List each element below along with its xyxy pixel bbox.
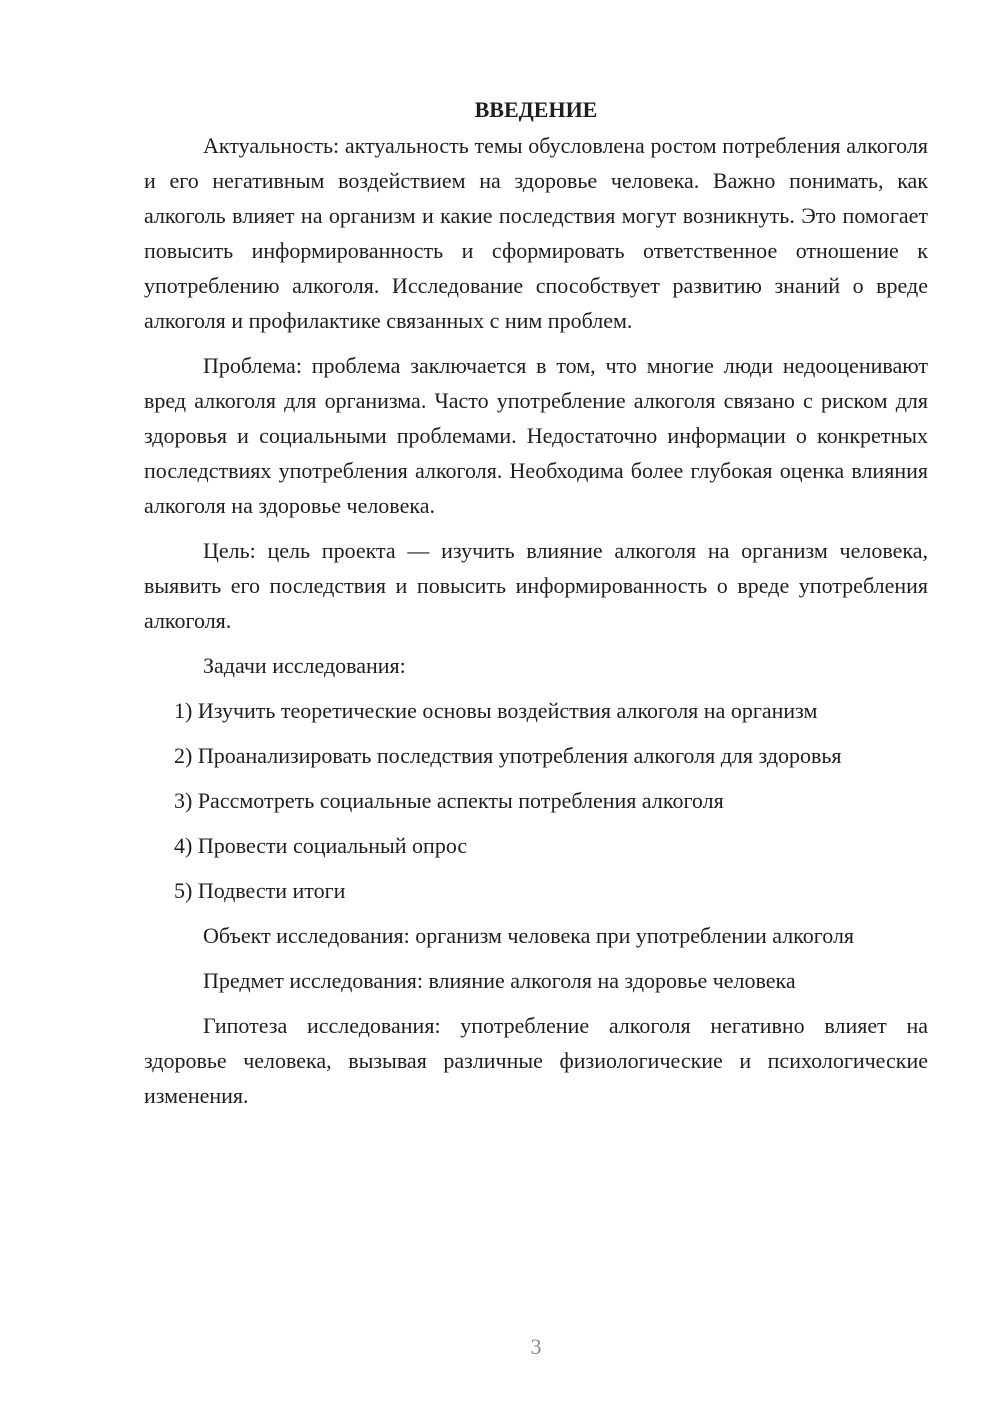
- task-item-3: 3) Рассмотреть социальные аспекты потребления алкоголя: [174, 788, 724, 813]
- task-item-4: 4) Провести социальный опрос: [174, 833, 468, 858]
- problem-paragraph: Проблема: проблема заключается в том, что многие люди недооценивают вред алкоголя для организма. Часто употребление алкоголя связано с риском для здоровья и социальными проблемами. Недостаточно информации о конкретных последствиях употребления алкоголя. Необходима более глубокая оценка влияния алкоголя на здоровье человека.: [144, 353, 928, 518]
- task-item-1: 1) Изучить теоретические основы воздействия алкоголя на организм: [174, 698, 818, 723]
- page-number: 3: [530, 1334, 542, 1359]
- relevance-paragraph: Актуальность: актуальность темы обусловлена ростом потребления алкоголя и его негативным воздействием на здоровье человека. Важно понимать, как алкоголь влияет на организм и какие последствия могут возникнуть. Это помогает повысить информированность и сформировать ответственное отношение к употреблению алкоголя. Исследование способствует развитию знаний о вреде алкоголя и профилактике связанных с ним проблем.: [144, 133, 928, 333]
- goal-paragraph: Цель: цель проекта — изучить влияние алкоголя на организм человека, выявить его последствия и повысить информированность о вреде употребления алкоголя.: [144, 538, 928, 633]
- task-item-2: 2) Проанализировать последствия употребления алкоголя для здоровья: [174, 743, 842, 768]
- subject-paragraph: Предмет исследования: влияние алкоголя на здоровье человека: [203, 968, 796, 993]
- task-item-5: 5) Подвести итоги: [174, 878, 346, 903]
- section-title: ВВЕДЕНИЕ: [474, 97, 598, 122]
- tasks-heading: Задачи исследования:: [203, 653, 406, 678]
- document-page: [144, 90, 928, 1123]
- object-paragraph: Объект исследования: организм человека при употреблении алкоголя: [203, 923, 855, 948]
- hypothesis-paragraph: Гипотеза исследования: употребление алкоголя негативно влияет на здоровье человека, вызывая различные физиологические и психологические изменения.: [144, 1013, 928, 1108]
